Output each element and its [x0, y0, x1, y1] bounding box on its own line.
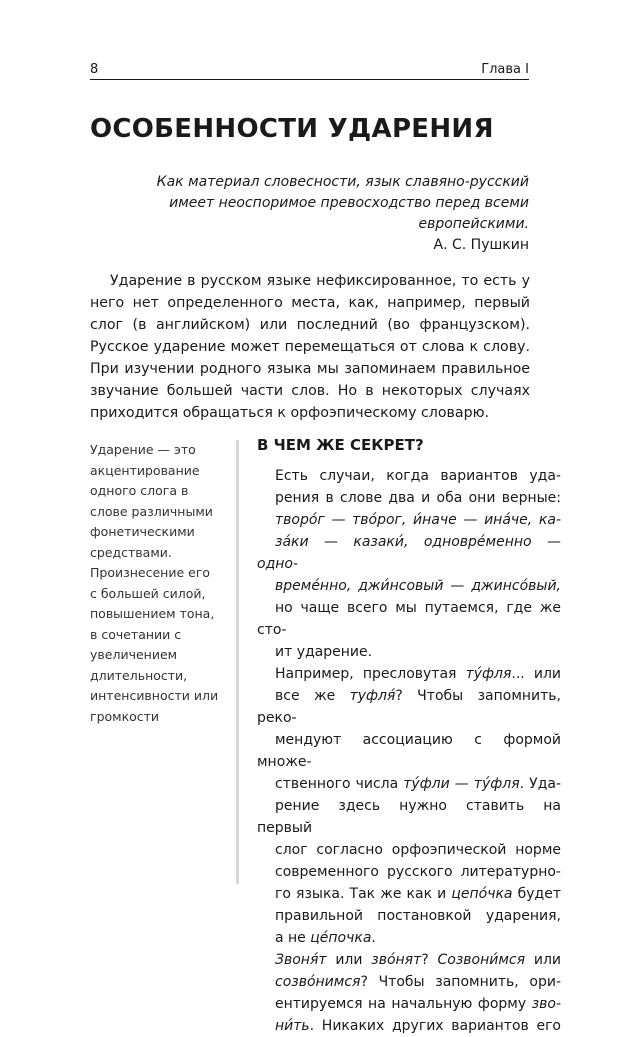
text-line: ентируемся на начальную форму зво-: [275, 996, 561, 1012]
example-word: созво́нимся: [275, 974, 361, 990]
epigraph-line: имеет неоспоримое превосходство перед всеми: [169, 195, 529, 211]
example-word: цепо́чка: [451, 886, 513, 902]
header-rule: [90, 79, 529, 80]
example-word: ту́фля: [465, 666, 512, 682]
text-line-example: творо́г — тво́рог, и́наче — ина́че, ка-: [275, 512, 561, 528]
text-line: современного русского литературно-: [275, 864, 561, 880]
sidebar-definition: Ударение — это акцентирование одного слога в слове различными фонетическими средствами. Произнесение его с большей силой, повышением тона, в сочетании с увеличением длительности, интенсивности или громкости: [90, 442, 219, 724]
example-word: Созвони́мся: [437, 952, 526, 968]
text-line: Звоня́т или зво́нят? Созвони́мся или: [275, 952, 561, 968]
paragraph-zvonit: [257, 949, 561, 1037]
example-word: ту́фли — ту́фля: [403, 776, 520, 792]
example-word: Звоня́т: [275, 952, 327, 968]
text-line: Например, пресловутая ту́фля... или: [275, 666, 562, 682]
page-header: [90, 62, 529, 78]
text-line-example: време́нно, джи́нсовый — джинсо́вый,: [275, 578, 561, 594]
epigraph-line: Как материал словесности, язык славяно-русский: [156, 174, 529, 190]
text-line: все же туфля́? Чтобы запомнить, реко-: [257, 688, 561, 726]
text-line: ни́ть. Никаких других вариантов его: [275, 1018, 561, 1034]
text-line: го языка. Так же как и цепо́чка будет: [275, 886, 561, 902]
section-heading: В ЧЕМ ЖЕ СЕКРЕТ?: [257, 436, 424, 454]
page-title: ОСОБЕННОСТИ УДАРЕНИЯ: [90, 114, 494, 144]
intro-paragraph: Ударение в русском языке нефиксированное, то есть у него нет определенного места, как, например, первый слог (в английском) или последний (во французском). Русское ударение может перемещаться от слова к слову. При изучении родного языка мы запоминаем правильное звучание большей части слов. Но в некоторых случаях приходится обращаться к орфоэпическому словарю.: [90, 273, 530, 421]
example-word: ни́ть: [275, 1018, 310, 1034]
text-line: ственного числа ту́фли — ту́фля. Уда-: [275, 776, 562, 792]
epigraph: [129, 172, 529, 256]
text-line: рения в слове два и оба они верные:: [275, 490, 561, 506]
body-column: [257, 465, 561, 1037]
example-word: туфля́: [349, 688, 396, 704]
text-line: правильной постановкой ударения,: [275, 908, 561, 924]
example-word: зво-: [531, 996, 561, 1012]
text-line: ит ударение.: [275, 644, 373, 660]
text-line: а не це́почка.: [275, 930, 376, 946]
text-line: рение здесь нужно ставить на первый: [257, 798, 561, 836]
page-number: 8: [90, 62, 99, 77]
text-line: слог согласно орфоэпической норме: [275, 842, 561, 858]
text-line-example: за́ки — казаки́, одновре́менно — одно-: [257, 534, 561, 572]
paragraph-variants: [257, 465, 561, 663]
text-line: созво́нимся? Чтобы запомнить, ори-: [275, 974, 561, 990]
example-word: це́почка: [310, 930, 372, 946]
epigraph-author: А. С. Пушкин: [433, 237, 529, 253]
sidebar-divider: [236, 440, 239, 884]
example-word: зво́нят: [371, 952, 422, 968]
text-line: но чаще всего мы путаемся, где же сто-: [257, 600, 561, 638]
epigraph-line: европейскими.: [418, 216, 529, 232]
paragraph-tufli: [257, 663, 561, 949]
text-line: Есть случаи, когда вариантов уда-: [275, 468, 561, 484]
chapter-label: Глава I: [481, 62, 529, 77]
text-line: мендуют ассоциацию с формой множе-: [257, 732, 561, 770]
